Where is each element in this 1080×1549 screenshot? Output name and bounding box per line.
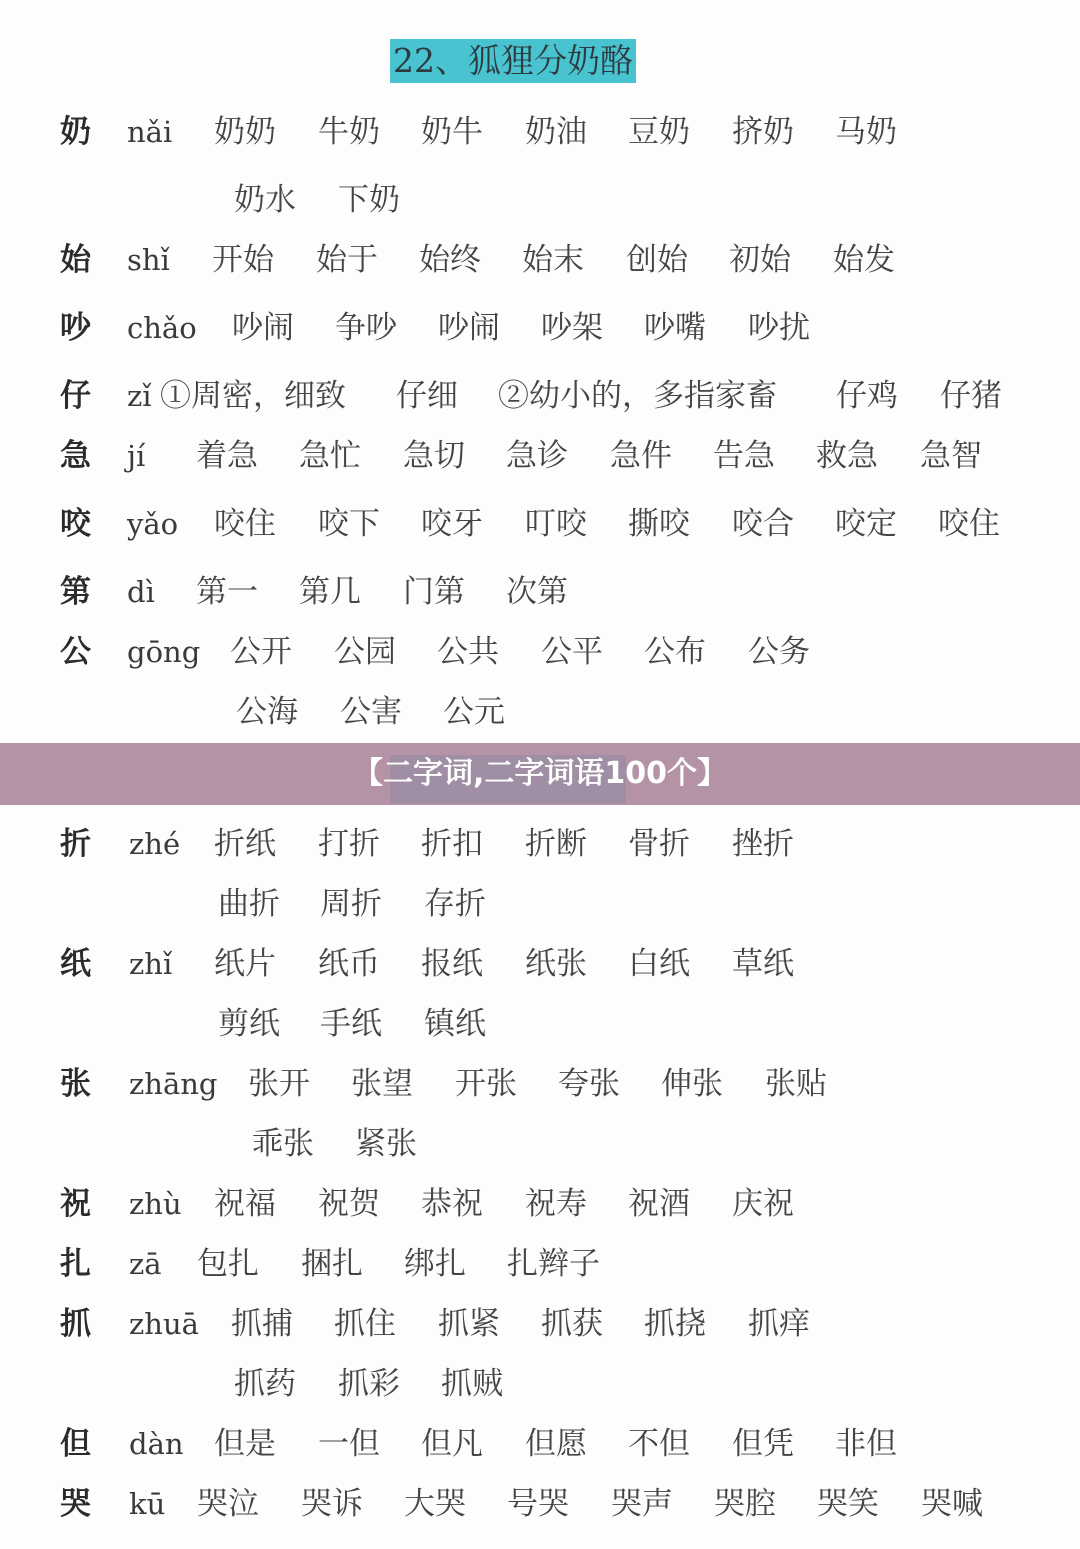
vocab-word: 急诊: [506, 438, 568, 474]
vocab-word: 公害: [340, 694, 402, 730]
character: 急: [60, 438, 91, 474]
vocab-word: 折扣: [421, 826, 483, 862]
vocab-word: 祝酒: [628, 1186, 690, 1222]
vocab-word: 张望: [351, 1066, 413, 1102]
vocab-word: 始末: [522, 242, 584, 278]
vocab-word: 公平: [541, 634, 603, 670]
vocab-word: 奶水: [234, 182, 296, 218]
vocab-word: 抓彩: [338, 1366, 400, 1402]
vocab-word: 但是: [214, 1426, 276, 1462]
vocab-word: 曲折: [218, 886, 280, 922]
vocab-word: 叮咬: [525, 506, 587, 542]
vocab-word: 哭诉: [301, 1486, 363, 1522]
vocab-word: 始于: [316, 242, 378, 278]
vocab-word: 公园: [334, 634, 396, 670]
vocab-word: 抓住: [334, 1306, 396, 1342]
vocab-word: 咬定: [835, 506, 897, 542]
lesson-title: 22、狐狸分奶酪: [390, 39, 636, 83]
pinyin: dàn: [129, 1427, 184, 1461]
pinyin: jí: [127, 439, 146, 473]
banner-text: 【二字词,二字词语100个】: [352, 756, 728, 791]
vocab-word: 咬合: [732, 506, 794, 542]
vocab-word: 公开: [230, 634, 292, 670]
character: 纸: [60, 946, 91, 982]
vocab-word: 夸张: [558, 1066, 620, 1102]
vocab-word: ①周密，细致: [160, 378, 346, 414]
vocab-word: 奶牛: [421, 114, 483, 150]
character: 张: [60, 1066, 91, 1102]
vocab-word: 仔鸡: [836, 378, 898, 414]
vocab-word: 公海: [236, 694, 298, 730]
vocab-word: 伸张: [661, 1066, 723, 1102]
pinyin: dì: [127, 575, 155, 609]
character: 吵: [60, 310, 91, 346]
vocab-word: 紧张: [355, 1126, 417, 1162]
vocab-word: 包扎: [197, 1246, 259, 1282]
vocab-word: ②幼小的，多指家畜: [498, 378, 777, 414]
vocab-word: 但凭: [732, 1426, 794, 1462]
vocab-word: 祝贺: [318, 1186, 380, 1222]
pinyin: zhǐ: [129, 947, 173, 981]
vocab-word: 哭腔: [714, 1486, 776, 1522]
vocab-word: 折纸: [214, 826, 276, 862]
vocab-word: 报纸: [421, 946, 483, 982]
vocab-word: 剪纸: [218, 1006, 280, 1042]
pinyin: zā: [129, 1247, 162, 1281]
vocab-word: 号哭: [507, 1486, 569, 1522]
vocab-word: 豆奶: [628, 114, 690, 150]
pinyin: zhuā: [129, 1307, 199, 1341]
vocab-word: 纸币: [318, 946, 380, 982]
vocab-word: 哭笑: [817, 1486, 879, 1522]
vocab-word: 次第: [506, 574, 568, 610]
character: 扎: [60, 1246, 91, 1282]
vocab-word: 大哭: [404, 1486, 466, 1522]
vocab-word: 存折: [424, 886, 486, 922]
vocab-word: 草纸: [732, 946, 794, 982]
pinyin: kū: [129, 1487, 166, 1521]
pinyin: zǐ: [127, 379, 152, 413]
pinyin: shǐ: [127, 243, 170, 277]
character: 抓: [60, 1306, 91, 1342]
pinyin: zhāng: [129, 1067, 218, 1101]
vocab-word: 挫折: [732, 826, 794, 862]
vocab-word: 着急: [196, 438, 258, 474]
vocab-word: 咬住: [938, 506, 1000, 542]
vocab-word: 扎辫子: [507, 1246, 600, 1282]
vocab-word: 张贴: [765, 1066, 827, 1102]
pinyin: zhé: [129, 827, 181, 861]
character: 奶: [60, 114, 91, 150]
vocab-word: 骨折: [628, 826, 690, 862]
vocab-word: 公共: [437, 634, 499, 670]
vocab-word: 恭祝: [421, 1186, 483, 1222]
vocab-word: 抓挠: [644, 1306, 706, 1342]
vocab-word: 祝福: [214, 1186, 276, 1222]
vocab-word: 镇纸: [424, 1006, 486, 1042]
vocab-word: 门第: [403, 574, 465, 610]
vocab-word: 仔细: [396, 378, 458, 414]
vocab-word: 吵扰: [748, 310, 810, 346]
vocab-word: 救急: [816, 438, 878, 474]
vocab-word: 开始: [212, 242, 274, 278]
overlay-banner[interactable]: [0, 743, 1080, 805]
pinyin: gōng: [127, 635, 201, 669]
vocab-word: 撕咬: [628, 506, 690, 542]
vocab-word: 手纸: [320, 1006, 382, 1042]
vocab-word: 公元: [443, 694, 505, 730]
vocab-word: 初始: [729, 242, 791, 278]
vocab-word: 始发: [833, 242, 895, 278]
vocab-word: 吵架: [541, 310, 603, 346]
pinyin: yǎo: [127, 507, 179, 541]
vocab-word: 哭声: [611, 1486, 673, 1522]
character: 公: [60, 634, 91, 670]
vocab-word: 白纸: [628, 946, 690, 982]
vocab-word: 抓贼: [441, 1366, 503, 1402]
vocab-word: 急忙: [299, 438, 361, 474]
vocab-word: 抓捕: [231, 1306, 293, 1342]
vocab-word: 不但: [628, 1426, 690, 1462]
vocab-word: 纸片: [214, 946, 276, 982]
vocab-word: 马奶: [835, 114, 897, 150]
vocab-word: 咬牙: [421, 506, 483, 542]
vocab-word: 开张: [455, 1066, 517, 1102]
vocab-word: 抓药: [234, 1366, 296, 1402]
vocab-word: 张开: [248, 1066, 310, 1102]
vocab-word: 始终: [419, 242, 481, 278]
pinyin: nǎi: [127, 115, 173, 149]
character: 哭: [60, 1486, 91, 1522]
vocab-word: 哭泣: [197, 1486, 259, 1522]
character: 但: [60, 1426, 91, 1462]
vocab-word: 哭喊: [921, 1486, 983, 1522]
vocab-word: 公务: [748, 634, 810, 670]
vocab-word: 咬住: [214, 506, 276, 542]
character: 祝: [60, 1186, 91, 1222]
vocab-word: 但凡: [421, 1426, 483, 1462]
pinyin: zhù: [129, 1187, 182, 1221]
vocab-word: 吵闹: [438, 310, 500, 346]
vocab-word: 牛奶: [318, 114, 380, 150]
vocab-word: 奶油: [525, 114, 587, 150]
vocab-word: 第一: [196, 574, 258, 610]
vocab-word: 创始: [626, 242, 688, 278]
vocab-word: 乖张: [252, 1126, 314, 1162]
vocab-word: 非但: [835, 1426, 897, 1462]
vocab-word: 捆扎: [301, 1246, 363, 1282]
vocab-word: 打折: [318, 826, 380, 862]
vocab-word: 但愿: [525, 1426, 587, 1462]
vocab-word: 周折: [320, 886, 382, 922]
vocab-word: 折断: [525, 826, 587, 862]
vocab-word: 庆祝: [732, 1186, 794, 1222]
character: 折: [60, 826, 91, 862]
vocab-word: 告急: [713, 438, 775, 474]
vocab-word: 吵嘴: [644, 310, 706, 346]
vocab-word: 纸张: [525, 946, 587, 982]
vocab-word: 急切: [403, 438, 465, 474]
character: 仔: [60, 378, 91, 414]
vocab-word: 吵闹: [232, 310, 294, 346]
vocab-word: 急件: [610, 438, 672, 474]
vocab-word: 急智: [920, 438, 982, 474]
vocab-word: 第几: [299, 574, 361, 610]
vocab-word: 挤奶: [732, 114, 794, 150]
vocab-word: 抓痒: [748, 1306, 810, 1342]
vocab-word: 一但: [318, 1426, 380, 1462]
vocab-word: 抓获: [541, 1306, 603, 1342]
vocab-word: 下奶: [338, 182, 400, 218]
vocab-word: 公布: [644, 634, 706, 670]
character: 第: [60, 574, 91, 610]
vocab-word: 祝寿: [525, 1186, 587, 1222]
vocab-word: 仔猪: [940, 378, 1002, 414]
vocab-word: 绑扎: [404, 1246, 466, 1282]
vocab-word: 奶奶: [214, 114, 276, 150]
pinyin: chǎo: [127, 311, 197, 345]
vocab-word: 争吵: [335, 310, 397, 346]
vocab-word: 咬下: [318, 506, 380, 542]
character: 咬: [60, 506, 91, 542]
character: 始: [60, 242, 91, 278]
vocab-word: 抓紧: [438, 1306, 500, 1342]
